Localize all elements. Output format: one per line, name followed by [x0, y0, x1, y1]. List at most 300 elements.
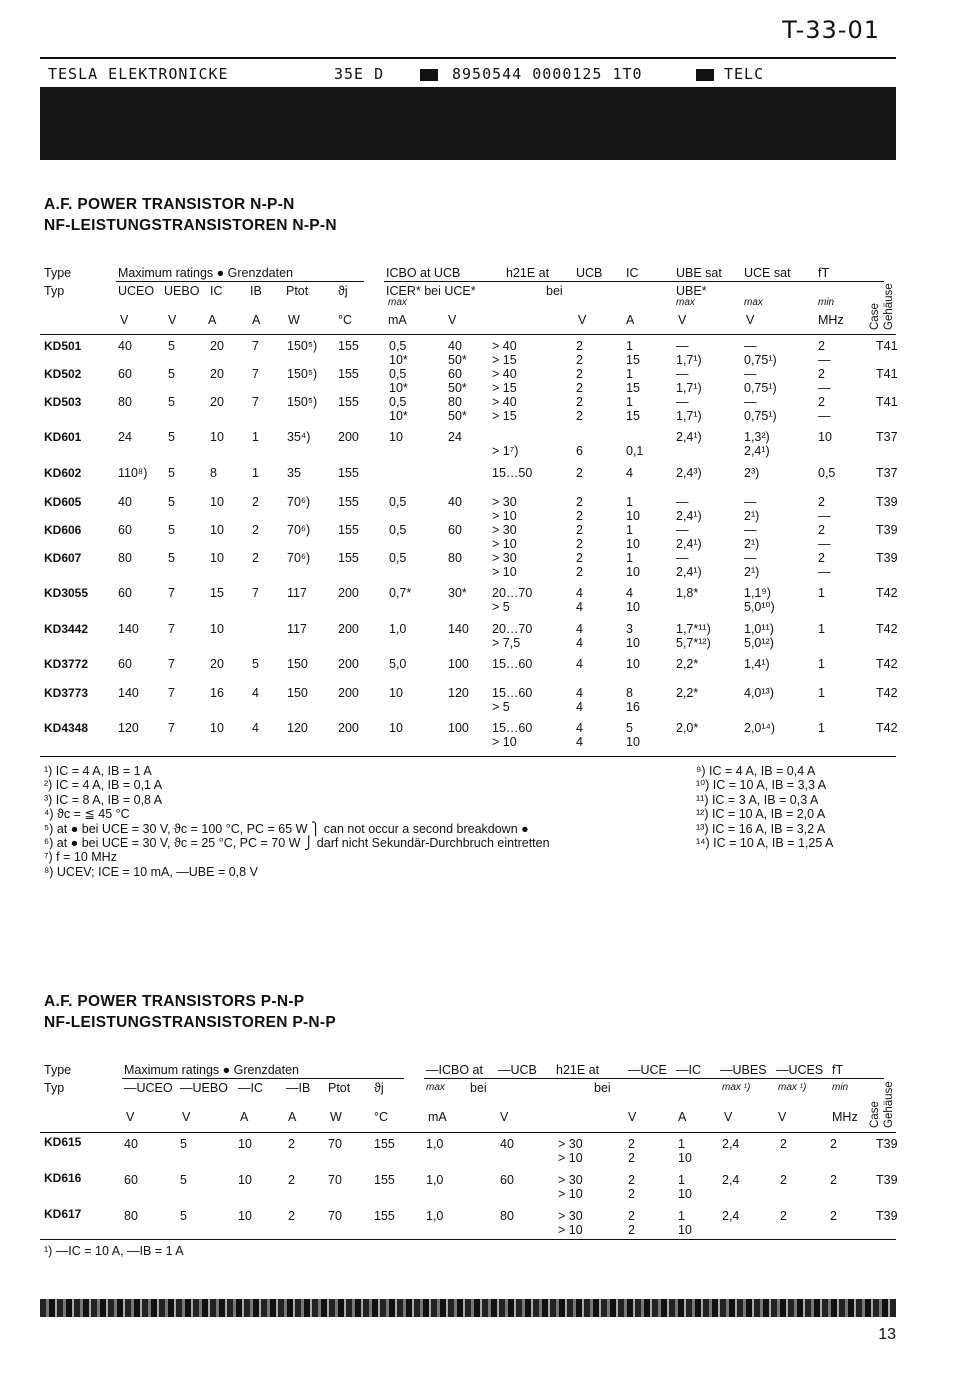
cell-h21e: > 30: [558, 1173, 583, 1187]
case-label: Case: [869, 1101, 881, 1128]
scan-bottom-band: [40, 1299, 896, 1317]
npn-title-de: NF-LEISTUNGSTRANSISTOREN N-P-N: [44, 217, 337, 234]
unit-label: V: [778, 1110, 787, 1124]
cell-ic2: 1: [626, 523, 633, 537]
cell-icbo: 1,0: [426, 1137, 444, 1151]
cell-case: T39: [876, 523, 898, 537]
cell-ft: —: [818, 537, 831, 551]
cell-case: T37: [876, 466, 898, 480]
cell-uce: 2³): [744, 466, 760, 480]
max-label: max: [676, 297, 695, 308]
pnp-header-rule: [40, 1132, 896, 1133]
cell-ic2: 10: [678, 1223, 692, 1237]
ptot-label: Ptot: [286, 284, 309, 298]
cell-case: T41: [876, 367, 898, 381]
footnote: ¹³) IC = 16 A, IB = 3,2 A: [696, 821, 826, 836]
ucb-label: UCB: [576, 266, 603, 280]
cell-ib: 7: [252, 586, 259, 600]
max-ratings-underline: [122, 1078, 404, 1079]
cell-ube: —: [676, 367, 689, 381]
cell-ube: 2,4³): [676, 466, 702, 480]
cell-ube: 2,2*: [676, 657, 699, 671]
cell-ucb2: 4: [576, 735, 583, 749]
cell-ucb2: 6: [576, 444, 583, 458]
cell-ucb2: 4: [576, 686, 583, 700]
cell-uebo: 5: [168, 495, 175, 509]
cell-ib: 2: [288, 1209, 295, 1223]
cell-h21e: > 5: [492, 700, 510, 714]
cell-ic2: 10: [626, 565, 640, 579]
footnote: ⁶) at ● bei UCE = 30 V, ϑc = 25 °C, PC = 70 W ⎭ darf nicht Sekundär-Durchbruch eintretten: [44, 836, 550, 850]
cell-uce: —: [744, 551, 757, 565]
cell-ucb2: 4: [576, 700, 583, 714]
cell-uceo: 24: [118, 430, 132, 444]
cell-icbo: 0,5: [389, 339, 407, 353]
unit-label: V: [724, 1110, 733, 1124]
cell-ube: 2,0*: [676, 721, 699, 735]
cell-ib: 2: [288, 1137, 295, 1151]
transistor-model: KD615: [44, 1135, 82, 1149]
cell-ucb2: 2: [576, 339, 583, 353]
cell-ptot: 150⁵): [287, 367, 318, 381]
cell-ptot: 120: [287, 721, 308, 735]
footnote: ¹⁴) IC = 10 A, IB = 1,25 A: [696, 836, 834, 850]
ft-label: fT: [818, 266, 830, 280]
cell-ft: 2: [818, 395, 825, 409]
bei-label: bei: [470, 1081, 487, 1095]
strip-brand: TELC: [724, 65, 765, 83]
transistor-model: KD607: [44, 551, 82, 565]
cell-ic2: 3: [626, 622, 633, 636]
cell-case: T42: [876, 586, 898, 600]
cell-ube: 2,4¹): [676, 537, 702, 551]
cell-ic2: 1: [678, 1137, 685, 1151]
pnp-footnote: ¹) —IC = 10 A, —IB = 1 A: [44, 1244, 184, 1258]
cell-ic: 20: [210, 339, 224, 353]
cell-uces: 2: [780, 1209, 787, 1223]
type-label: Type: [44, 266, 72, 280]
cell-ft: —: [818, 381, 831, 395]
cell-icbo: 0,5: [389, 395, 407, 409]
cell-ic: 20: [210, 395, 224, 409]
cell-ft: 2: [818, 551, 825, 565]
cell-ic2: 10: [626, 537, 640, 551]
cell-uce: 1,1⁹): [744, 586, 771, 600]
cell-ptot: 150⁵): [287, 395, 318, 409]
cell-ib: 2: [288, 1173, 295, 1187]
cell-ucb: 80: [448, 551, 462, 565]
case-label: Case: [869, 303, 881, 330]
cell-h21e: > 40: [492, 367, 517, 381]
cell-ft: 2: [830, 1173, 837, 1187]
cell-ucb: 80: [500, 1209, 514, 1223]
ft-label: fT: [832, 1063, 844, 1077]
cell-case: T41: [876, 395, 898, 409]
typ-label: Typ: [44, 1081, 65, 1095]
cell-ic: 10: [238, 1209, 252, 1223]
cell-ft: 2: [818, 523, 825, 537]
cell-ube: 1,8*: [676, 586, 699, 600]
footnote: ⁸) UCEV; ICE = 10 mA, —UBE = 0,8 V: [44, 864, 258, 879]
unit-label: °C: [338, 313, 353, 327]
cell-ube: —: [676, 551, 689, 565]
unit-label: V: [182, 1110, 191, 1124]
cell-uce: 2: [628, 1173, 635, 1187]
cell-uebo: 7: [168, 586, 175, 600]
block-mark: [420, 59, 438, 90]
company-name: TESLA ELEKTRONICKE: [48, 65, 229, 83]
cell-uce: 2: [628, 1209, 635, 1223]
max-label: max: [744, 297, 763, 308]
transistor-model: KD3772: [44, 657, 89, 671]
cell-ft: —: [818, 565, 831, 579]
unit-label: A: [240, 1110, 249, 1124]
cell-ube: 5,7*¹²): [676, 636, 711, 650]
cell-uceo: 140: [118, 622, 139, 636]
cell-icbo: 10: [389, 430, 403, 444]
cell-tj: 155: [374, 1137, 395, 1151]
cell-uce: 1,4¹): [744, 657, 770, 671]
cell-ic2: 4: [626, 466, 633, 480]
cell-ucb2: 4: [576, 721, 583, 735]
page-number: 13: [878, 1326, 896, 1343]
cell-h21e: 15…50: [492, 466, 533, 480]
pnp-bottom-rule: [40, 1239, 896, 1240]
icbo-label: —ICBO at: [426, 1063, 483, 1077]
cell-ic2: 8: [626, 686, 633, 700]
cell-ft: 1: [818, 657, 825, 671]
typ-label: Typ: [44, 284, 65, 298]
cell-ucb: 120: [448, 686, 469, 700]
cell-ic2: 10: [678, 1151, 692, 1165]
cell-ic2: 15: [626, 381, 640, 395]
cell-uce: 2: [628, 1187, 635, 1201]
cell-ic: 10: [238, 1173, 252, 1187]
cell-uebo: 7: [168, 686, 175, 700]
cell-ube: 2,4¹): [676, 430, 702, 444]
cell-ube: 1,7*¹¹): [676, 622, 711, 636]
cell-uceo: 80: [118, 395, 132, 409]
cell-case: T42: [876, 721, 898, 735]
cell-ucb2: 2: [576, 495, 583, 509]
cell-ft: 2: [818, 367, 825, 381]
cell-h21e: > 10: [492, 565, 517, 579]
unit-label: V: [168, 313, 177, 327]
cell-ft: 10: [818, 430, 832, 444]
max-ratings-underline: [116, 281, 364, 282]
cell-ucb2: 2: [576, 565, 583, 579]
cell-ptot: 150: [287, 657, 308, 671]
cell-ic2: 10: [626, 657, 640, 671]
unit-label: V: [578, 313, 587, 327]
cell-uce: 5,0¹²): [744, 636, 774, 650]
max-ratings-label: Maximum ratings ● Grenzdaten: [124, 1063, 299, 1077]
cell-ucb: 40: [500, 1137, 514, 1151]
cell-ube: —: [676, 395, 689, 409]
cell-uceo: 40: [118, 495, 132, 509]
transistor-model: KD617: [44, 1207, 82, 1221]
cell-ic: 10: [210, 523, 224, 537]
cell-ft: 2: [818, 495, 825, 509]
cell-uebo: 5: [168, 430, 175, 444]
ube-label: UBE*: [676, 284, 707, 298]
icbo-label: ICBO at UCB: [386, 266, 461, 280]
footnote: ¹²) IC = 10 A, IB = 2,0 A: [696, 807, 826, 822]
footnote: ⁹) IC = 4 A, IB = 0,4 A: [696, 764, 816, 778]
cell-tj: 155: [374, 1209, 395, 1223]
cell-case: T39: [876, 1137, 898, 1151]
cell-uce: 5,0¹⁰): [744, 600, 775, 614]
cell-h21e: > 15: [492, 409, 517, 423]
unit-label: MHz: [818, 313, 844, 327]
cell-icbo: 0,5: [389, 495, 407, 509]
cell-ic2: 1: [626, 339, 633, 353]
cell-ic: 10: [210, 430, 224, 444]
cell-tj: 155: [374, 1173, 395, 1187]
footnote: ³) IC = 8 A, IB = 0,8 A: [44, 792, 163, 807]
transistor-model: KD503: [44, 395, 82, 409]
cell-tj: 155: [338, 466, 359, 480]
cell-ucb2: 2: [576, 466, 583, 480]
transistor-model: KD501: [44, 339, 82, 353]
cell-uceo: 80: [118, 551, 132, 565]
cell-ube: 1,7¹): [676, 409, 702, 423]
cell-uebo: 5: [168, 367, 175, 381]
cell-ft: —: [818, 509, 831, 523]
cell-uce: —: [744, 523, 757, 537]
cell-ic: 8: [210, 466, 217, 480]
cell-ucb: 60: [500, 1173, 514, 1187]
cell-ucb: 30*: [448, 586, 467, 600]
h21e-label: h21E at: [506, 266, 550, 280]
cell-case: T42: [876, 686, 898, 700]
cell-uceo: 60: [118, 657, 132, 671]
unit-label: V: [628, 1110, 637, 1124]
uceo-label: UCEO: [118, 284, 155, 298]
cell-ic2: 1: [626, 495, 633, 509]
cell-h21e: > 30: [558, 1209, 583, 1223]
cell-ptot: 70: [328, 1173, 342, 1187]
cell-uceo: 40: [124, 1137, 138, 1151]
ucb-label: —UCB: [498, 1063, 537, 1077]
cell-ucb2: 2: [576, 523, 583, 537]
cell-case: T39: [876, 495, 898, 509]
cell-ptot: 70: [328, 1209, 342, 1223]
cell-ucb: 100: [448, 721, 469, 735]
handwritten-code: T-33-01: [782, 16, 880, 44]
unit-label: mA: [428, 1110, 447, 1124]
cell-uebo: 7: [168, 721, 175, 735]
cell-uebo: 5: [168, 523, 175, 537]
cell-case: T39: [876, 1209, 898, 1223]
strip-code: 35E D: [334, 65, 385, 83]
cell-icbo: 10*: [389, 409, 408, 423]
cell-ic: 20: [210, 367, 224, 381]
cell-uce: 0,75¹): [744, 353, 777, 367]
icer-label: ICER* bei UCE*: [386, 284, 476, 298]
cell-tj: 155: [338, 495, 359, 509]
cell-tj: 200: [338, 622, 359, 636]
cell-uceo: 60: [118, 367, 132, 381]
footnote: ¹⁰) IC = 10 A, IB = 3,3 A: [696, 778, 827, 793]
min-label: min: [818, 297, 835, 308]
cell-ft: 1: [818, 586, 825, 600]
max-label: max: [426, 1082, 445, 1093]
cell-h21e: > 10: [558, 1151, 583, 1165]
bei-label: bei: [546, 284, 563, 298]
cell-ucb2: 4: [576, 657, 583, 671]
cell-h21e: > 10: [558, 1223, 583, 1237]
cell-ic2: 1: [626, 551, 633, 565]
cell-case: T39: [876, 1173, 898, 1187]
cell-ube: 1,7¹): [676, 353, 702, 367]
cell-ube: —: [676, 495, 689, 509]
transistor-model: KD3055: [44, 586, 89, 600]
cell-ib: 4: [252, 721, 259, 735]
cell-case: T39: [876, 551, 898, 565]
cell-ft: 2: [818, 339, 825, 353]
cell-h21e: 20…70: [492, 622, 533, 636]
cell-ucb: 100: [448, 657, 469, 671]
cell-ucb: 50*: [448, 381, 467, 395]
cell-ic2: 15: [626, 409, 640, 423]
npn-title: A.F. POWER TRANSISTOR N-P-N: [44, 196, 295, 213]
cell-ic2: 10: [626, 509, 640, 523]
cell-ucb2: 2: [576, 409, 583, 423]
tj-label: ϑj: [338, 284, 348, 298]
unit-label: V: [448, 313, 457, 327]
cell-ic: 10: [210, 622, 224, 636]
gehause-label: Gehäuse: [883, 1081, 895, 1128]
cell-ucb: 60: [448, 367, 462, 381]
cell-ic: 10: [210, 495, 224, 509]
cell-h21e: > 1⁷): [492, 444, 519, 458]
ubes-label: —UBES: [720, 1063, 767, 1077]
cell-uce: 1,0¹¹): [744, 622, 774, 636]
cell-ic: 10: [210, 551, 224, 565]
cell-ucb2: 2: [576, 367, 583, 381]
max-ratings-underline: [384, 281, 884, 282]
cell-h21e: > 40: [492, 339, 517, 353]
bei-label: bei: [594, 1081, 611, 1095]
cell-uce: —: [744, 395, 757, 409]
transistor-model: KD616: [44, 1171, 82, 1185]
unit-label: W: [330, 1110, 342, 1124]
cell-icbo: 10*: [389, 381, 408, 395]
cell-uces: 2: [780, 1173, 787, 1187]
pnp-title: A.F. POWER TRANSISTORS P-N-P: [44, 993, 305, 1010]
cell-icbo: 1,0: [426, 1209, 444, 1223]
cell-uce: —: [744, 495, 757, 509]
unit-label: V: [126, 1110, 135, 1124]
cell-tj: 200: [338, 657, 359, 671]
cell-case: T41: [876, 339, 898, 353]
transistor-model: KD605: [44, 495, 82, 509]
cell-ic2: 10: [678, 1187, 692, 1201]
cell-uces: 2: [780, 1137, 787, 1151]
cell-ptot: 70: [328, 1137, 342, 1151]
cell-icbo: 5,0: [389, 657, 407, 671]
cell-ucb: 24: [448, 430, 462, 444]
transistor-model: KD4348: [44, 721, 89, 735]
cell-h21e: > 30: [492, 523, 517, 537]
ib-label: IB: [250, 284, 262, 298]
cell-ib: 7: [252, 395, 259, 409]
cell-tj: 155: [338, 395, 359, 409]
cell-h21e: 15…60: [492, 657, 533, 671]
cell-ic: 16: [210, 686, 224, 700]
uce-label: —UCE: [628, 1063, 667, 1077]
transistor-model: KD502: [44, 367, 82, 381]
cell-uce: 2¹): [744, 565, 760, 579]
cell-ic: 10: [210, 721, 224, 735]
cell-ptot: 70⁶): [287, 551, 311, 565]
cell-h21e: > 10: [558, 1187, 583, 1201]
cell-ib: 7: [252, 339, 259, 353]
cell-uceo: 80: [124, 1209, 138, 1223]
cell-case: T37: [876, 430, 898, 444]
cell-ucb: 50*: [448, 353, 467, 367]
unit-label: W: [288, 313, 300, 327]
h21e-label: h21E at: [556, 1063, 600, 1077]
cell-ucb: 60: [448, 523, 462, 537]
cell-uce: 2¹): [744, 537, 760, 551]
cell-icbo: 1,0: [389, 622, 407, 636]
cell-h21e: 15…60: [492, 721, 533, 735]
cell-ubes: 2,4: [722, 1137, 740, 1151]
cell-ubes: 2,4: [722, 1173, 740, 1187]
cell-uce: —: [744, 339, 757, 353]
footnote: ⁷) f = 10 MHz: [44, 850, 117, 865]
footnote: ¹) IC = 4 A, IB = 1 A: [44, 764, 152, 778]
cell-h21e: 15…60: [492, 686, 533, 700]
unit-label: V: [120, 313, 129, 327]
cell-uebo: 5: [180, 1209, 187, 1223]
transistor-model: KD3773: [44, 686, 89, 700]
cell-h21e: > 15: [492, 381, 517, 395]
cell-ubes: 2,4: [722, 1209, 740, 1223]
cell-ic: 20: [210, 657, 224, 671]
cell-ic2: 5: [626, 721, 633, 735]
cell-ucb2: 2: [576, 551, 583, 565]
type-label: Type: [44, 1063, 72, 1077]
cell-ucb: 40: [448, 495, 462, 509]
cell-ube: 1,7¹): [676, 381, 702, 395]
cell-uceo: 60: [118, 586, 132, 600]
ptot-label: Ptot: [328, 1081, 351, 1095]
cell-tj: 155: [338, 551, 359, 565]
uce-sat-label: UCE sat: [744, 266, 791, 280]
cell-icbo: 0,5: [389, 367, 407, 381]
cell-uce: 2,4¹): [744, 444, 770, 458]
footnote: ⁴) ϑc = ≦ 45 °C: [44, 807, 130, 822]
cell-ib: 1: [252, 430, 259, 444]
strip-number: 8950544 0000125 1T0: [452, 65, 643, 83]
max-label: max: [388, 297, 407, 308]
max-ratings-label: Maximum ratings ● Grenzdaten: [118, 266, 293, 280]
cell-ib: 4: [252, 686, 259, 700]
cell-uce: —: [744, 367, 757, 381]
cell-ib: 2: [252, 523, 259, 537]
transistor-model: KD3442: [44, 622, 89, 636]
unit-label: MHz: [832, 1110, 858, 1124]
cell-ucb2: 2: [576, 537, 583, 551]
cell-h21e: > 10: [492, 509, 517, 523]
unit-label: A: [626, 313, 635, 327]
cell-h21e: > 15: [492, 353, 517, 367]
pnp-title-de: NF-LEISTUNGSTRANSISTOREN P-N-P: [44, 1014, 337, 1031]
cell-uceo: 60: [118, 523, 132, 537]
